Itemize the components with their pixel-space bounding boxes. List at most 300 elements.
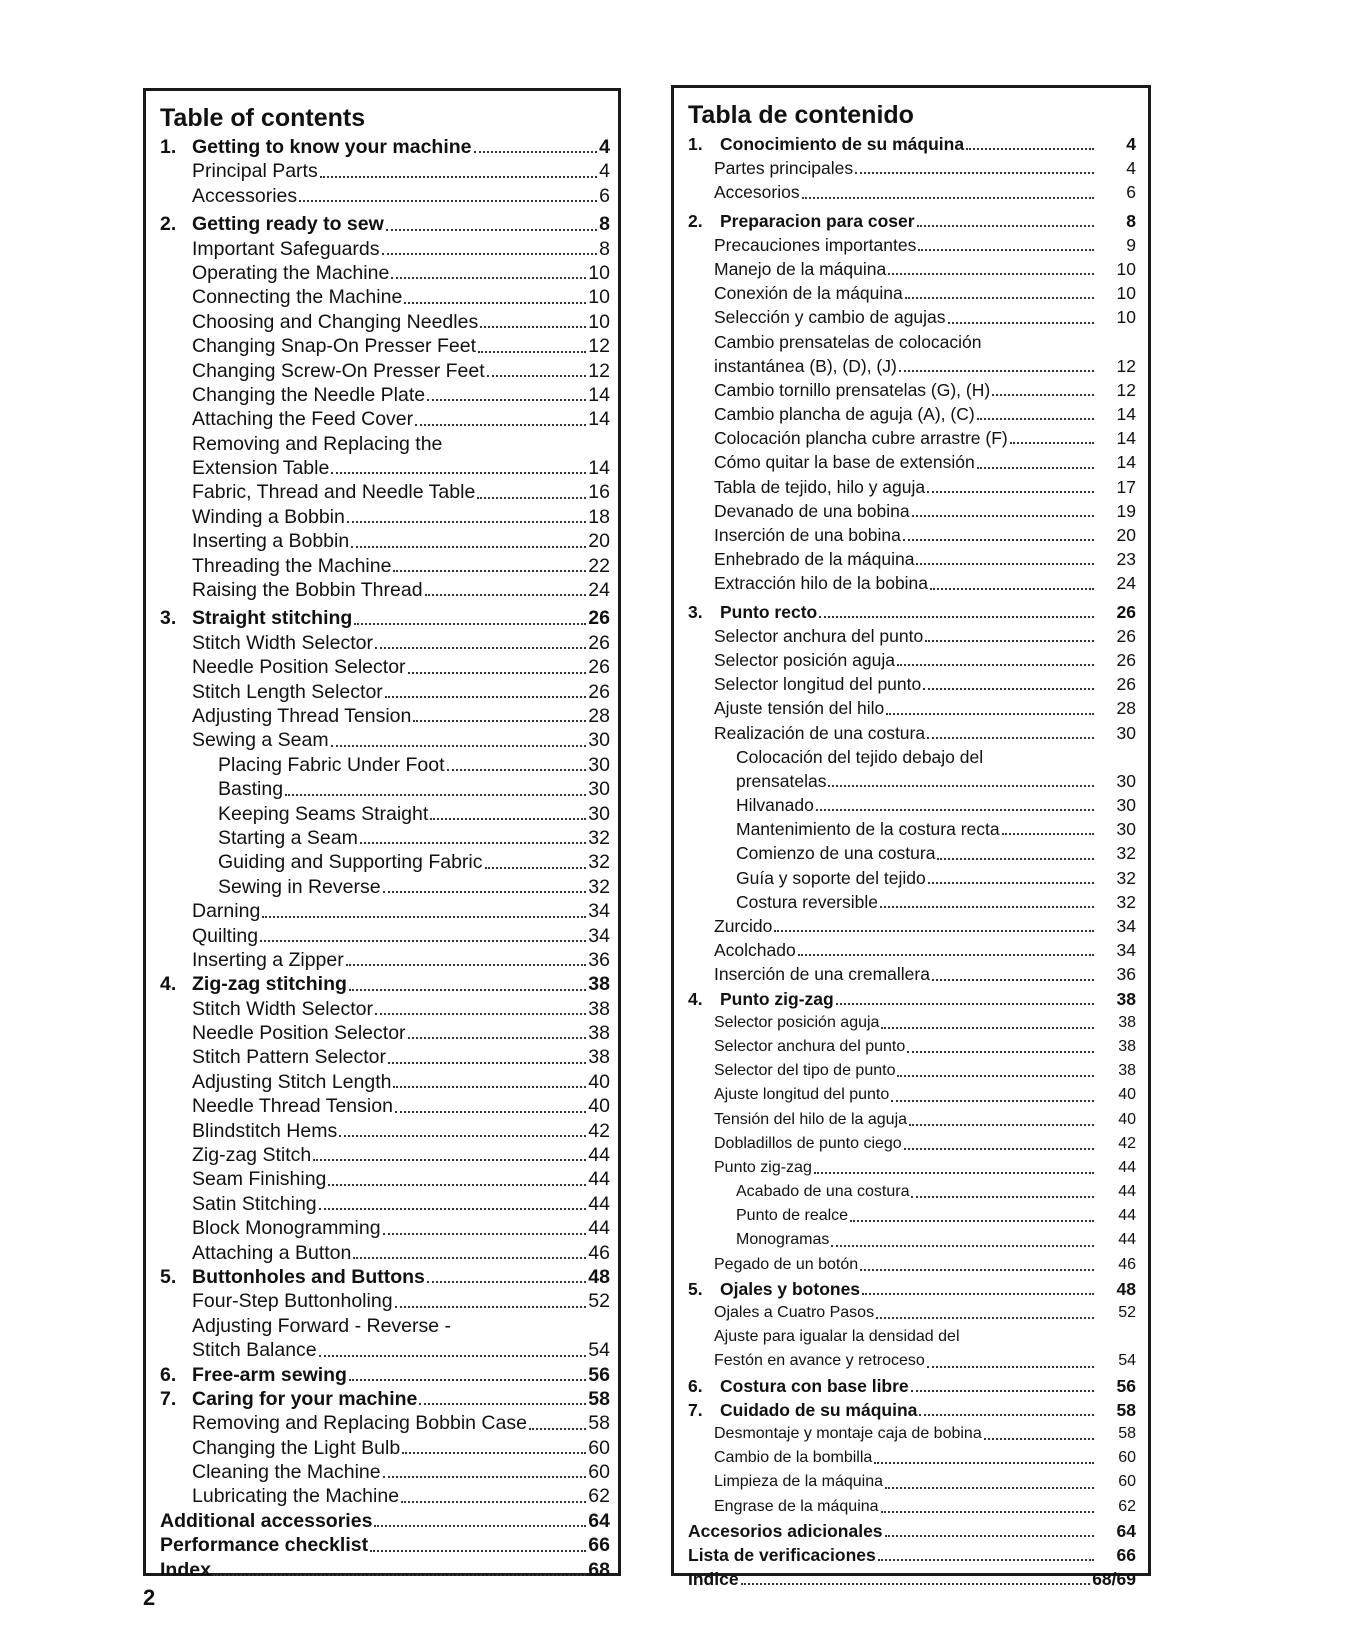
toc-entry[interactable] [688,475,1136,499]
toc-entry[interactable] [688,281,1136,305]
dot-leader [917,224,1094,227]
toc-section-entry[interactable] [160,212,610,236]
toc-entry-label: Conocimiento de su máquina [720,134,965,154]
toc-entry[interactable] [688,1180,1136,1204]
toc-page-number: 36 [1116,964,1136,985]
toc-entry[interactable] [688,1495,1136,1519]
dot-leader [447,768,587,771]
dot-leader [319,1354,587,1357]
toc-entry[interactable] [160,850,610,874]
toc-page-number: 44 [588,1168,610,1191]
toc-page-number: 8 [599,213,610,236]
toc-entry-label: Sewing in Reverse [218,875,381,898]
toc-entry[interactable] [688,890,1136,914]
toc-entry-label: Getting ready to sew [192,213,384,236]
toc-entry-label: Changing the Light Bulb [192,1436,401,1459]
toc-entry[interactable] [688,696,1136,720]
toc-entry-label: Selector anchura del punto [714,1037,906,1055]
dot-leader [328,1183,586,1186]
toc-page-number: 56 [588,1363,610,1386]
toc-entry[interactable] [160,1460,610,1484]
toc-entry-label: Seam Finishing [192,1168,327,1191]
dot-leader [888,272,1094,275]
dot-leader [374,1524,586,1527]
toc-page-number: 26 [1116,649,1136,670]
toc-entry[interactable] [688,672,1136,696]
toc-page-number: 14 [1116,428,1136,449]
toc-entry-label: Cambio prensatelas de colocación [714,331,982,352]
toc-section-entry[interactable] [688,1374,1136,1398]
toc-section-entry[interactable] [688,1567,1136,1591]
toc-page-number: 40 [588,1070,610,1093]
toc-page-number: 38 [1118,1013,1136,1031]
toc-page-number: 44 [588,1192,610,1215]
toc-entry-label: Acabado de una costura [736,1183,910,1201]
toc-entry-label: Selector posición aguja [714,649,895,670]
dot-leader [383,890,587,893]
toc-entry-label: Cuidado de su máquina [720,1399,918,1420]
dot-leader [347,520,586,523]
toc-section-entry[interactable] [160,1533,610,1557]
toc-page-number: 26 [588,631,610,654]
toc-entry-label: Colocación plancha cubre arrastre (F) [714,428,1008,449]
toc-section-entry[interactable] [688,132,1136,156]
toc-page-number: 18 [588,505,610,528]
dot-leader [855,171,1094,174]
toc-entry[interactable] [688,571,1136,595]
toc-entry-label: Desmontaje y montaje caja de bobina [714,1424,982,1442]
toc-section-entry[interactable] [688,600,1136,624]
toc-entry[interactable] [688,914,1136,938]
toc-entry[interactable] [160,1021,610,1045]
toc-section-number: 1. [160,136,177,158]
toc-page-number: 56 [1116,1375,1136,1396]
toc-entry[interactable] [160,753,610,777]
toc-entry-label: Mantenimiento de la costura recta [736,819,1000,840]
toc-page-number: 64 [1116,1520,1136,1541]
toc-section-entry[interactable] [160,606,610,630]
toc-entry[interactable] [160,159,610,183]
toc-entry[interactable] [160,261,610,285]
toc-entry[interactable] [688,866,1136,890]
toc-entry-label: instantánea (B), (D), (J) [714,355,897,376]
toc-page-number: 38 [588,973,610,996]
toc-page-number: 44 [1118,1207,1136,1225]
toc-entry[interactable] [688,769,1136,793]
toc-page-number: 60 [588,1461,610,1484]
toc-entry-label: Ajuste para igualar la densidad del [714,1328,960,1346]
toc-section-entry[interactable] [160,1265,610,1289]
toc-page-number: 44 [1118,1231,1136,1249]
dot-leader [878,1558,1094,1561]
dot-leader [402,1451,586,1454]
toc-page-number: 10 [588,286,610,309]
toc-entry[interactable] [688,1470,1136,1494]
toc-page-number: 66 [588,1534,610,1557]
toc-entry[interactable] [160,383,610,407]
toc-entry[interactable] [688,547,1136,571]
toc-section-number: 2. [688,210,703,231]
dot-leader [850,1219,1094,1222]
toc-entry-label: Satin Stitching [192,1192,317,1215]
toc-entry[interactable] [688,1059,1136,1083]
toc-page-number: 30 [1116,722,1136,743]
toc-entry-label: Pegado de un botón [714,1255,859,1273]
toc-entry[interactable] [688,1204,1136,1228]
dot-leader [299,199,597,202]
toc-entry[interactable] [688,1253,1136,1277]
toc-entry-label: Four-Step Buttonholing [192,1290,393,1313]
toc-section-entry[interactable] [160,972,610,996]
toc-entry[interactable] [160,1338,610,1362]
toc-section-entry[interactable] [688,987,1136,1011]
toc-entry[interactable] [160,529,610,553]
toc-entry[interactable] [688,330,1136,354]
dot-leader [814,1171,1094,1174]
toc-page-number: 30 [588,778,610,801]
toc-page-number: 4 [1126,158,1136,179]
toc-section-entry[interactable] [160,1363,610,1387]
toc-entry[interactable] [688,1035,1136,1059]
toc-entry-label: Connecting the Machine [192,286,403,309]
toc-entry[interactable] [160,359,610,383]
toc-entry-label: Raising the Bobbin Thread [192,579,423,602]
toc-entry[interactable] [160,1167,610,1191]
dot-leader [816,808,1094,811]
toc-entry[interactable] [688,426,1136,450]
dot-leader [860,1268,1094,1271]
toc-entry[interactable] [160,777,610,801]
toc-entry-label: Guía y soporte del tejido [736,867,926,888]
toc-section-number: 3. [160,607,177,630]
toc-entry[interactable] [160,1094,610,1118]
toc-entry[interactable] [160,1241,610,1265]
toc-entry[interactable] [160,554,610,578]
toc-section-entry[interactable] [688,1398,1136,1422]
toc-entry-label: Stitch Width Selector [192,631,373,654]
toc-section-number: 7. [160,1387,177,1410]
toc-page-number: 52 [588,1290,610,1313]
toc-entry[interactable] [160,899,610,923]
toc-page-number: 26 [588,656,610,679]
toc-page-number: 26 [1116,601,1136,622]
toc-entry[interactable] [688,1446,1136,1470]
english-toc-title: Table of contents [160,104,366,132]
toc-entry-label: Selector posición aguja [714,1013,880,1031]
dot-leader [741,1582,1091,1585]
toc-entry-label: Changing the Needle Plate [192,383,426,406]
toc-entry[interactable] [688,1349,1136,1373]
toc-entry-label: Fabric, Thread and Needle Table [192,481,476,504]
dot-leader [320,175,597,178]
dot-leader [831,1244,1094,1247]
toc-entry[interactable] [160,997,610,1021]
toc-page-number: 34 [1116,916,1136,936]
toc-entry[interactable] [160,1411,610,1435]
toc-entry[interactable] [160,505,610,529]
toc-entry[interactable] [688,793,1136,817]
dot-leader [905,296,1094,299]
dot-leader [874,1461,1094,1464]
toc-section-entry[interactable] [688,1277,1136,1301]
toc-entry[interactable] [688,1422,1136,1446]
toc-section-entry[interactable] [688,1543,1136,1567]
toc-page-number: 42 [1118,1134,1136,1152]
toc-entry-label: Additional accessories [160,1509,373,1532]
toc-section-entry[interactable] [688,209,1136,233]
toc-entry[interactable] [160,631,610,655]
toc-entry[interactable] [160,184,610,208]
toc-entry[interactable] [688,523,1136,547]
toc-page-number: 4 [599,160,610,183]
toc-entry-label: Monogramas [736,1231,830,1249]
toc-page-number: 60 [1118,1449,1136,1467]
toc-entry[interactable] [688,938,1136,962]
toc-page-number: 10 [1116,283,1136,304]
dot-leader [404,301,586,304]
toc-entry[interactable] [688,402,1136,426]
dot-leader [885,1486,1094,1489]
dot-leader [992,393,1094,396]
toc-page-number: 20 [588,530,610,553]
toc-page-number: 60 [588,1436,610,1459]
toc-entry-label: Engrase de la máquina [714,1497,879,1515]
dot-leader [346,963,587,966]
toc-page-number: 44 [588,1217,610,1240]
toc-entry[interactable] [688,378,1136,402]
toc-entry-label: Changing Screw-On Presser Feet [192,359,485,382]
toc-entry[interactable] [160,875,610,899]
toc-page-number: 62 [1118,1497,1136,1515]
dot-leader [353,1256,586,1259]
toc-page-number: 38 [1118,1062,1136,1080]
toc-page-number: 58 [588,1387,610,1410]
toc-page-number: 4 [599,136,610,158]
toc-entry[interactable] [688,1301,1136,1325]
toc-entry-label: Removing and Replacing Bobbin Case [192,1412,527,1435]
toc-entry-label: Partes principales [714,158,854,179]
toc-entry-label: Darning [192,900,261,923]
dot-leader [885,1534,1094,1537]
toc-entry[interactable] [160,407,610,431]
toc-entry-label: Accesorios adicionales [688,1520,883,1541]
toc-entry-label: Caring for your machine [192,1387,418,1410]
toc-entry-label: Dobladillos de punto ciego [714,1134,902,1152]
toc-entry-label: Cómo quitar la base de extensión [714,452,975,473]
toc-page-number: 6 [1126,182,1136,203]
toc-entry-label: Selector longitud del punto [714,674,922,695]
dot-leader [881,1510,1094,1513]
toc-entry-label: Extracción hilo de la bobina [714,573,929,594]
dot-leader [891,1099,1094,1102]
toc-page-number: 4 [1126,134,1136,154]
toc-entry[interactable] [688,721,1136,745]
toc-entry[interactable] [160,1119,610,1143]
toc-entry[interactable] [160,826,610,850]
toc-entry-label: Stitch Pattern Selector [192,1046,387,1069]
toc-entry[interactable] [688,841,1136,865]
toc-entry[interactable] [160,432,610,456]
toc-entry[interactable] [688,745,1136,769]
dot-leader [427,1280,586,1283]
dot-leader [819,615,1094,618]
toc-entry-label: Stitch Balance [192,1339,317,1362]
toc-page-number: 58 [1118,1424,1136,1442]
toc-section-number: 5. [160,1265,177,1288]
toc-entry[interactable] [160,1314,610,1338]
toc-page-number: 30 [588,729,610,752]
toc-entry[interactable] [688,648,1136,672]
dot-leader [1010,441,1094,444]
toc-entry-label: Getting to know your machine [192,136,472,158]
english-toc-list [160,135,610,1582]
toc-entry[interactable] [160,704,610,728]
toc-entry-label: Costura con base libre [720,1375,909,1396]
toc-page-number: 42 [588,1119,610,1142]
toc-entry[interactable] [160,1045,610,1069]
toc-entry[interactable] [160,1484,610,1508]
toc-page-number: 46 [588,1241,610,1264]
toc-entry[interactable] [688,1156,1136,1180]
toc-entry[interactable] [160,924,610,948]
dot-leader [349,1378,586,1381]
toc-page-number: 9 [1126,234,1136,255]
dot-leader [937,857,1094,860]
toc-entry-label: Quilting [192,924,259,947]
toc-entry[interactable] [688,962,1136,986]
toc-entry[interactable] [160,655,610,679]
toc-entry[interactable] [688,305,1136,329]
toc-entry[interactable] [160,1143,610,1167]
toc-entry-label: Limpieza de la máquina [714,1473,883,1491]
toc-page-number: 24 [1116,573,1136,594]
toc-entry[interactable] [160,1070,610,1094]
toc-entry-label: Zig-zag stitching [192,973,347,996]
toc-entry-label: Comienzo de una costura [736,843,936,864]
toc-entry[interactable] [688,1325,1136,1349]
dot-leader [375,1012,586,1015]
toc-page-number: 58 [1116,1399,1136,1420]
toc-section-entry[interactable] [160,1509,610,1533]
toc-entry-label: Colocación del tejido debajo del [736,746,984,767]
dot-leader [339,1134,586,1137]
toc-page-number: 44 [1118,1158,1136,1176]
toc-entry[interactable] [160,456,610,480]
toc-page-number: 62 [588,1485,610,1508]
toc-entry-label: Precauciones importantes [714,234,917,255]
toc-section-entry[interactable] [160,135,610,159]
toc-entry[interactable] [160,285,610,309]
toc-entry[interactable] [160,948,610,972]
toc-page-number: 34 [588,924,610,947]
toc-entry[interactable] [160,334,610,358]
toc-entry[interactable] [688,624,1136,648]
toc-page-number: 34 [588,900,610,923]
toc-entry[interactable] [688,257,1136,281]
dot-leader [331,471,586,474]
dot-leader [331,744,587,747]
toc-entry-label: Needle Position Selector [192,1022,406,1045]
dot-leader [401,1500,586,1503]
dot-leader [925,639,1094,642]
toc-entry[interactable] [160,1216,610,1240]
toc-page-number: 38 [588,1046,610,1069]
toc-entry[interactable] [160,237,610,261]
toc-entry[interactable] [688,233,1136,257]
toc-page-number: 32 [1116,843,1136,864]
toc-page-number: 10 [588,310,610,333]
toc-entry-label: Keeping Seams Straight [218,802,429,825]
toc-entry[interactable] [688,817,1136,841]
toc-section-entry[interactable] [160,1387,610,1411]
toc-page-number: 52 [1118,1304,1136,1321]
toc-entry[interactable] [688,1108,1136,1132]
toc-entry[interactable] [160,578,610,602]
toc-entry[interactable] [688,1011,1136,1035]
toc-entry-label: Blindstitch Hems [192,1119,338,1142]
toc-page-number: 10 [1116,258,1136,279]
toc-entry[interactable] [688,180,1136,204]
dot-leader [262,915,586,918]
dot-leader [391,276,586,279]
toc-entry[interactable] [688,1083,1136,1107]
dot-leader [419,1402,586,1405]
toc-entry[interactable] [160,1289,610,1313]
spanish-toc-title: Tabla de contenido [688,101,914,129]
toc-entry[interactable] [160,1436,610,1460]
toc-page-number: 64 [588,1509,610,1532]
spanish-toc-panel [671,85,1151,1590]
dot-leader [923,687,1094,690]
toc-entry[interactable] [688,499,1136,523]
toc-section-entry[interactable] [688,1519,1136,1543]
toc-page-number: 22 [588,554,610,577]
toc-page-number: 30 [588,753,610,776]
toc-entry[interactable] [688,1228,1136,1252]
toc-entry[interactable] [160,310,610,334]
dot-leader [413,719,586,722]
toc-page-number: 68/69 [1092,1569,1136,1590]
toc-entry[interactable] [160,1192,610,1216]
toc-entry[interactable] [688,354,1136,378]
toc-section-entry[interactable] [160,1558,610,1582]
toc-entry-label: Placing Fabric Under Foot [218,753,445,776]
toc-entry-label: Ajuste tensión del hilo [714,698,885,719]
toc-entry[interactable] [160,680,610,704]
toc-entry[interactable] [688,156,1136,180]
toc-page-number: 16 [588,481,610,504]
dot-leader [383,1475,587,1478]
toc-entry[interactable] [160,480,610,504]
toc-page-number: 54 [588,1339,610,1362]
toc-entry-label: Important Safeguards [192,237,380,260]
toc-page-number: 17 [1116,476,1136,497]
toc-page-number: 34 [1116,940,1136,961]
toc-entry[interactable] [688,450,1136,474]
dot-leader [474,150,598,153]
toc-entry[interactable] [688,1132,1136,1156]
dot-leader [932,978,1094,981]
toc-entry-label: Cleaning the Machine [192,1461,381,1484]
toc-section-number: 6. [688,1375,703,1396]
toc-entry[interactable] [160,728,610,752]
toc-entry-label: Extension Table [192,457,330,480]
dot-leader [909,1123,1094,1126]
toc-entry[interactable] [160,802,610,826]
dot-leader [393,569,586,572]
dot-leader [285,793,586,796]
dot-leader [881,1026,1094,1029]
